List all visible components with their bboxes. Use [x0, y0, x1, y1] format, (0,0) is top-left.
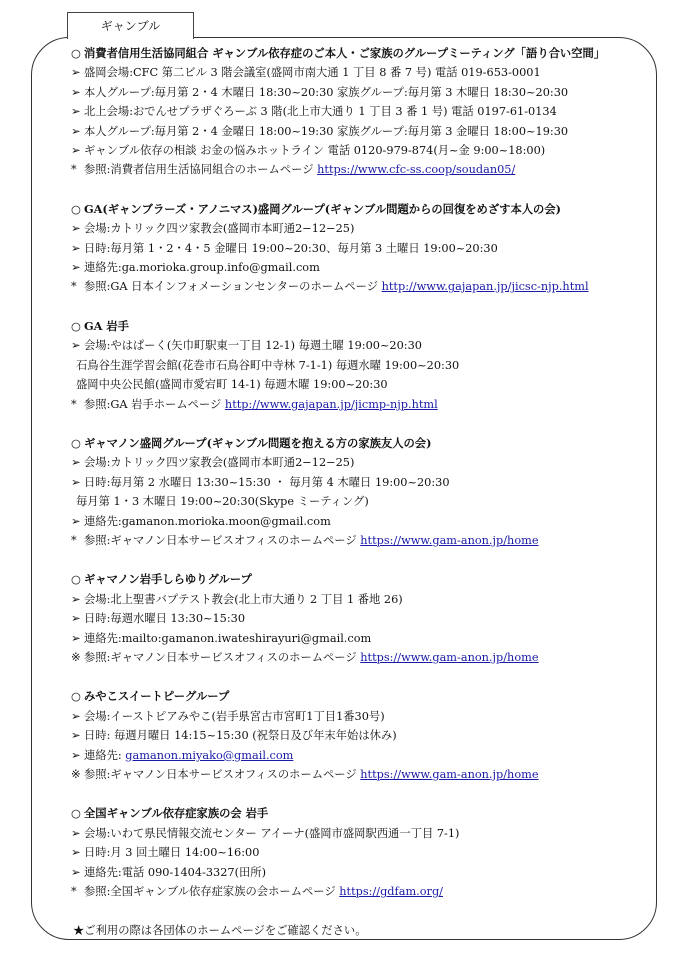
group-title-text: GA 岩手	[84, 318, 129, 333]
arrow-bullet-icon: ➢	[71, 748, 81, 762]
info-text: 参照:GA 日本インフォメーションセンターのホームページ	[84, 280, 379, 294]
footer-note: ★ご利用の際は各団体のホームページをご確認ください。	[73, 924, 367, 938]
group-title-text: みやこスイートピーグループ	[84, 689, 230, 704]
info-text: 日時:毎月第 1・2・4・5 金曜日 19:00~20:30、毎月第 3 土曜日 19:00~20:30	[84, 241, 498, 255]
group-title-text: 消費者信用生活協同組合 ギャンブル依存症のご本人・ご家族のグループミーティング「語り合い空間」	[84, 46, 606, 60]
arrow-bullet-icon: ➢	[71, 339, 81, 353]
section-tab: ギャンブル	[67, 12, 194, 39]
note-mark-icon: *	[71, 280, 77, 294]
group-title	[73, 44, 663, 63]
info-line	[73, 492, 663, 511]
arrow-bullet-icon: ➢	[71, 631, 81, 645]
info-line	[73, 83, 663, 102]
arrow-bullet-icon: ➢	[71, 222, 81, 236]
info-line	[73, 531, 663, 550]
circle-bullet-icon: ○	[71, 201, 81, 216]
circle-bullet-icon: ○	[71, 46, 81, 60]
group-section	[73, 804, 663, 901]
info-text: 参照:全国ギャンブル依存症家族の会ホームページ	[84, 885, 336, 899]
group-title	[73, 804, 663, 823]
group-section	[73, 434, 663, 550]
info-line	[73, 590, 663, 609]
homepage-link[interactable]: https://www.cfc-ss.coop/soudan05/	[317, 163, 516, 177]
info-line	[73, 160, 663, 179]
info-text: 連絡先:gamanon.morioka.moon@gmail.com	[84, 514, 331, 528]
arrow-bullet-icon: ➢	[71, 729, 81, 743]
homepage-link[interactable]: https://www.gam-anon.jp/home	[360, 650, 539, 664]
arrow-bullet-icon: ➢	[71, 261, 81, 275]
arrow-bullet-icon: ➢	[71, 865, 81, 879]
arrow-bullet-icon: ➢	[71, 592, 81, 606]
info-line	[73, 375, 663, 394]
info-line	[73, 122, 663, 141]
info-line	[73, 726, 663, 745]
info-text: 日時:月 3 回土曜日 14:00~16:00	[84, 846, 260, 860]
circle-bullet-icon: ○	[71, 318, 81, 333]
info-text: 北上会場:おでんせプラザぐろーぶ 3 階(北上市大通り 1 丁目 3 番 1 号) 電話 0197-61-0134	[84, 105, 557, 119]
group-title-text: ギャマノン岩手しらゆりグループ	[84, 572, 252, 587]
arrow-bullet-icon: ➢	[71, 105, 81, 119]
info-line	[73, 512, 663, 531]
info-line	[73, 258, 663, 277]
info-line	[73, 277, 663, 296]
group-title	[73, 687, 663, 706]
info-text: 連絡先:ga.morioka.group.info@gmail.com	[84, 261, 320, 275]
group-title-text: 全国ギャンブル依存症家族の会 岩手	[84, 806, 269, 821]
info-text: 連絡先:mailto:gamanon.iwateshirayuri@gmail.com	[84, 631, 372, 645]
info-text: ギャンブル依存の相談 お金の悩みホットライン 電話 0120-979-874(月~金 9:00~18:00)	[84, 144, 546, 158]
group-section	[73, 570, 663, 667]
homepage-link[interactable]: http://www.gajapan.jp/jicmp-njp.html	[224, 397, 438, 411]
homepage-link[interactable]: gamanon.miyako@gmail.com	[125, 748, 294, 762]
arrow-bullet-icon: ➢	[71, 124, 81, 138]
homepage-link[interactable]: https://www.gam-anon.jp/home	[360, 533, 539, 547]
homepage-link[interactable]: https://gdfam.org/	[339, 885, 443, 899]
info-line	[73, 824, 663, 843]
info-line	[73, 453, 663, 472]
info-line	[73, 141, 663, 160]
info-text: 参照:ギャマノン日本サービスオフィスのホームページ	[84, 650, 357, 664]
info-text: 会場:北上聖書バプテスト教会(北上市大通り 2 丁目 1 番地 26)	[84, 592, 403, 606]
note-mark-icon: *	[71, 397, 77, 411]
info-text: 参照:ギャマノン日本サービスオフィスのホームページ	[84, 768, 357, 781]
note-mark-icon: *	[71, 885, 77, 899]
note-mark-icon: *	[71, 163, 77, 177]
group-section	[73, 200, 663, 297]
info-text: 日時:毎月第 2 水曜日 13:30~15:30 ・ 毎月第 4 木曜日 19:00~20:30	[84, 475, 450, 489]
arrow-bullet-icon: ➢	[71, 514, 81, 528]
homepage-link[interactable]: https://www.gam-anon.jp/home	[360, 768, 539, 781]
info-text: 会場:やはぱーく(矢巾町駅東一丁目 12-1) 毎週土曜 19:00~20:30	[84, 339, 422, 353]
info-text: 会場:カトリック四ツ家教会(盛岡市本町通2−12−25)	[84, 456, 355, 470]
info-line	[73, 473, 663, 492]
group-title	[73, 200, 663, 219]
group-title	[73, 317, 663, 336]
info-text: 本人グループ:毎月第 2・4 木曜日 18:30~20:30 家族グループ:毎月第 3 木曜日 18:30~20:30	[84, 85, 569, 99]
info-line	[73, 336, 663, 355]
group-section	[73, 44, 663, 180]
info-text: 日時: 毎週月曜日 14:15~15:30 (祝祭日及び年末年始は休み)	[84, 729, 397, 743]
info-text: 連絡先:	[84, 748, 122, 762]
info-line	[73, 395, 663, 414]
info-line	[73, 63, 663, 82]
group-title-text: GA(ギャンブラーズ・アノニマス)盛岡グループ(ギャンブル問題からの回復をめざす本人の会)	[84, 201, 561, 216]
info-line	[73, 356, 663, 375]
info-line	[73, 863, 663, 882]
circle-bullet-icon: ○	[71, 435, 81, 450]
info-line	[73, 102, 663, 121]
info-text: 石鳥谷生涯学習会館(花巻市石鳥谷町中寺林 7-1-1) 毎週水曜 19:00~20:30	[76, 358, 460, 372]
info-line	[73, 609, 663, 628]
info-line	[73, 765, 663, 784]
arrow-bullet-icon: ➢	[71, 66, 81, 80]
arrow-bullet-icon: ➢	[71, 709, 81, 723]
info-text: 参照:GA 岩手ホームページ	[84, 397, 222, 411]
arrow-bullet-icon: ➢	[71, 612, 81, 626]
info-text: 会場:イーストピアみやこ(岩手県宮古市宮町1丁目1番30号)	[84, 709, 385, 723]
arrow-bullet-icon: ➢	[71, 475, 81, 489]
note-mark-icon: ※	[71, 768, 81, 781]
info-line	[73, 746, 663, 765]
info-text: 毎月第 1・3 木曜日 19:00~20:30(Skype ミーティング)	[76, 495, 369, 509]
arrow-bullet-icon: ➢	[71, 826, 81, 840]
info-text: 盛岡会場:CFC 第二ビル 3 階会議室(盛岡市南大通 1 丁目 8 番 7 号) 電話 019-653-0001	[84, 66, 541, 80]
info-line	[73, 239, 663, 258]
info-text: 日時:毎週水曜日 13:30~15:30	[84, 612, 246, 626]
group-title	[73, 570, 663, 589]
info-text: 本人グループ:毎月第 2・4 金曜日 18:00~19:30 家族グループ:毎月第 3 金曜日 18:00~19:30	[84, 124, 569, 138]
note-mark-icon: *	[71, 533, 77, 547]
homepage-link[interactable]: http://www.gajapan.jp/jicsc-njp.html	[381, 280, 589, 294]
info-line	[73, 219, 663, 238]
arrow-bullet-icon: ➢	[71, 85, 81, 99]
info-text: 盛岡中央公民館(盛岡市愛宕町 14-1) 毎週木曜 19:00~20:30	[76, 378, 388, 392]
info-text: 参照:消費者信用生活協同組合のホームページ	[84, 163, 314, 177]
circle-bullet-icon: ○	[71, 689, 81, 704]
circle-bullet-icon: ○	[71, 806, 81, 821]
arrow-bullet-icon: ➢	[71, 241, 81, 255]
group-section	[73, 317, 663, 414]
info-text: 連絡先:電話 090-1404-3327(田所)	[84, 865, 266, 879]
group-section	[73, 687, 663, 784]
arrow-bullet-icon: ➢	[71, 456, 81, 470]
info-line	[73, 648, 663, 667]
info-line	[73, 629, 663, 648]
circle-bullet-icon: ○	[71, 572, 81, 587]
info-text: 会場:いわて県民情報交流センター アイーナ(盛岡市盛岡駅西通一丁目 7-1)	[84, 826, 460, 840]
info-line	[73, 882, 663, 901]
group-title	[73, 434, 663, 453]
info-line	[73, 707, 663, 726]
group-list	[73, 44, 663, 941]
group-title-text: ギャマノン盛岡グループ(ギャンブル問題を抱える方の家族友人の会)	[84, 435, 432, 450]
info-text: 参照:ギャマノン日本サービスオフィスのホームページ	[84, 533, 357, 547]
note-mark-icon: ※	[71, 650, 81, 664]
arrow-bullet-icon: ➢	[71, 846, 81, 860]
info-line	[73, 843, 663, 862]
info-text: 会場:カトリック四ツ家教会(盛岡市本町通2−12−25)	[84, 222, 355, 236]
arrow-bullet-icon: ➢	[71, 144, 81, 158]
